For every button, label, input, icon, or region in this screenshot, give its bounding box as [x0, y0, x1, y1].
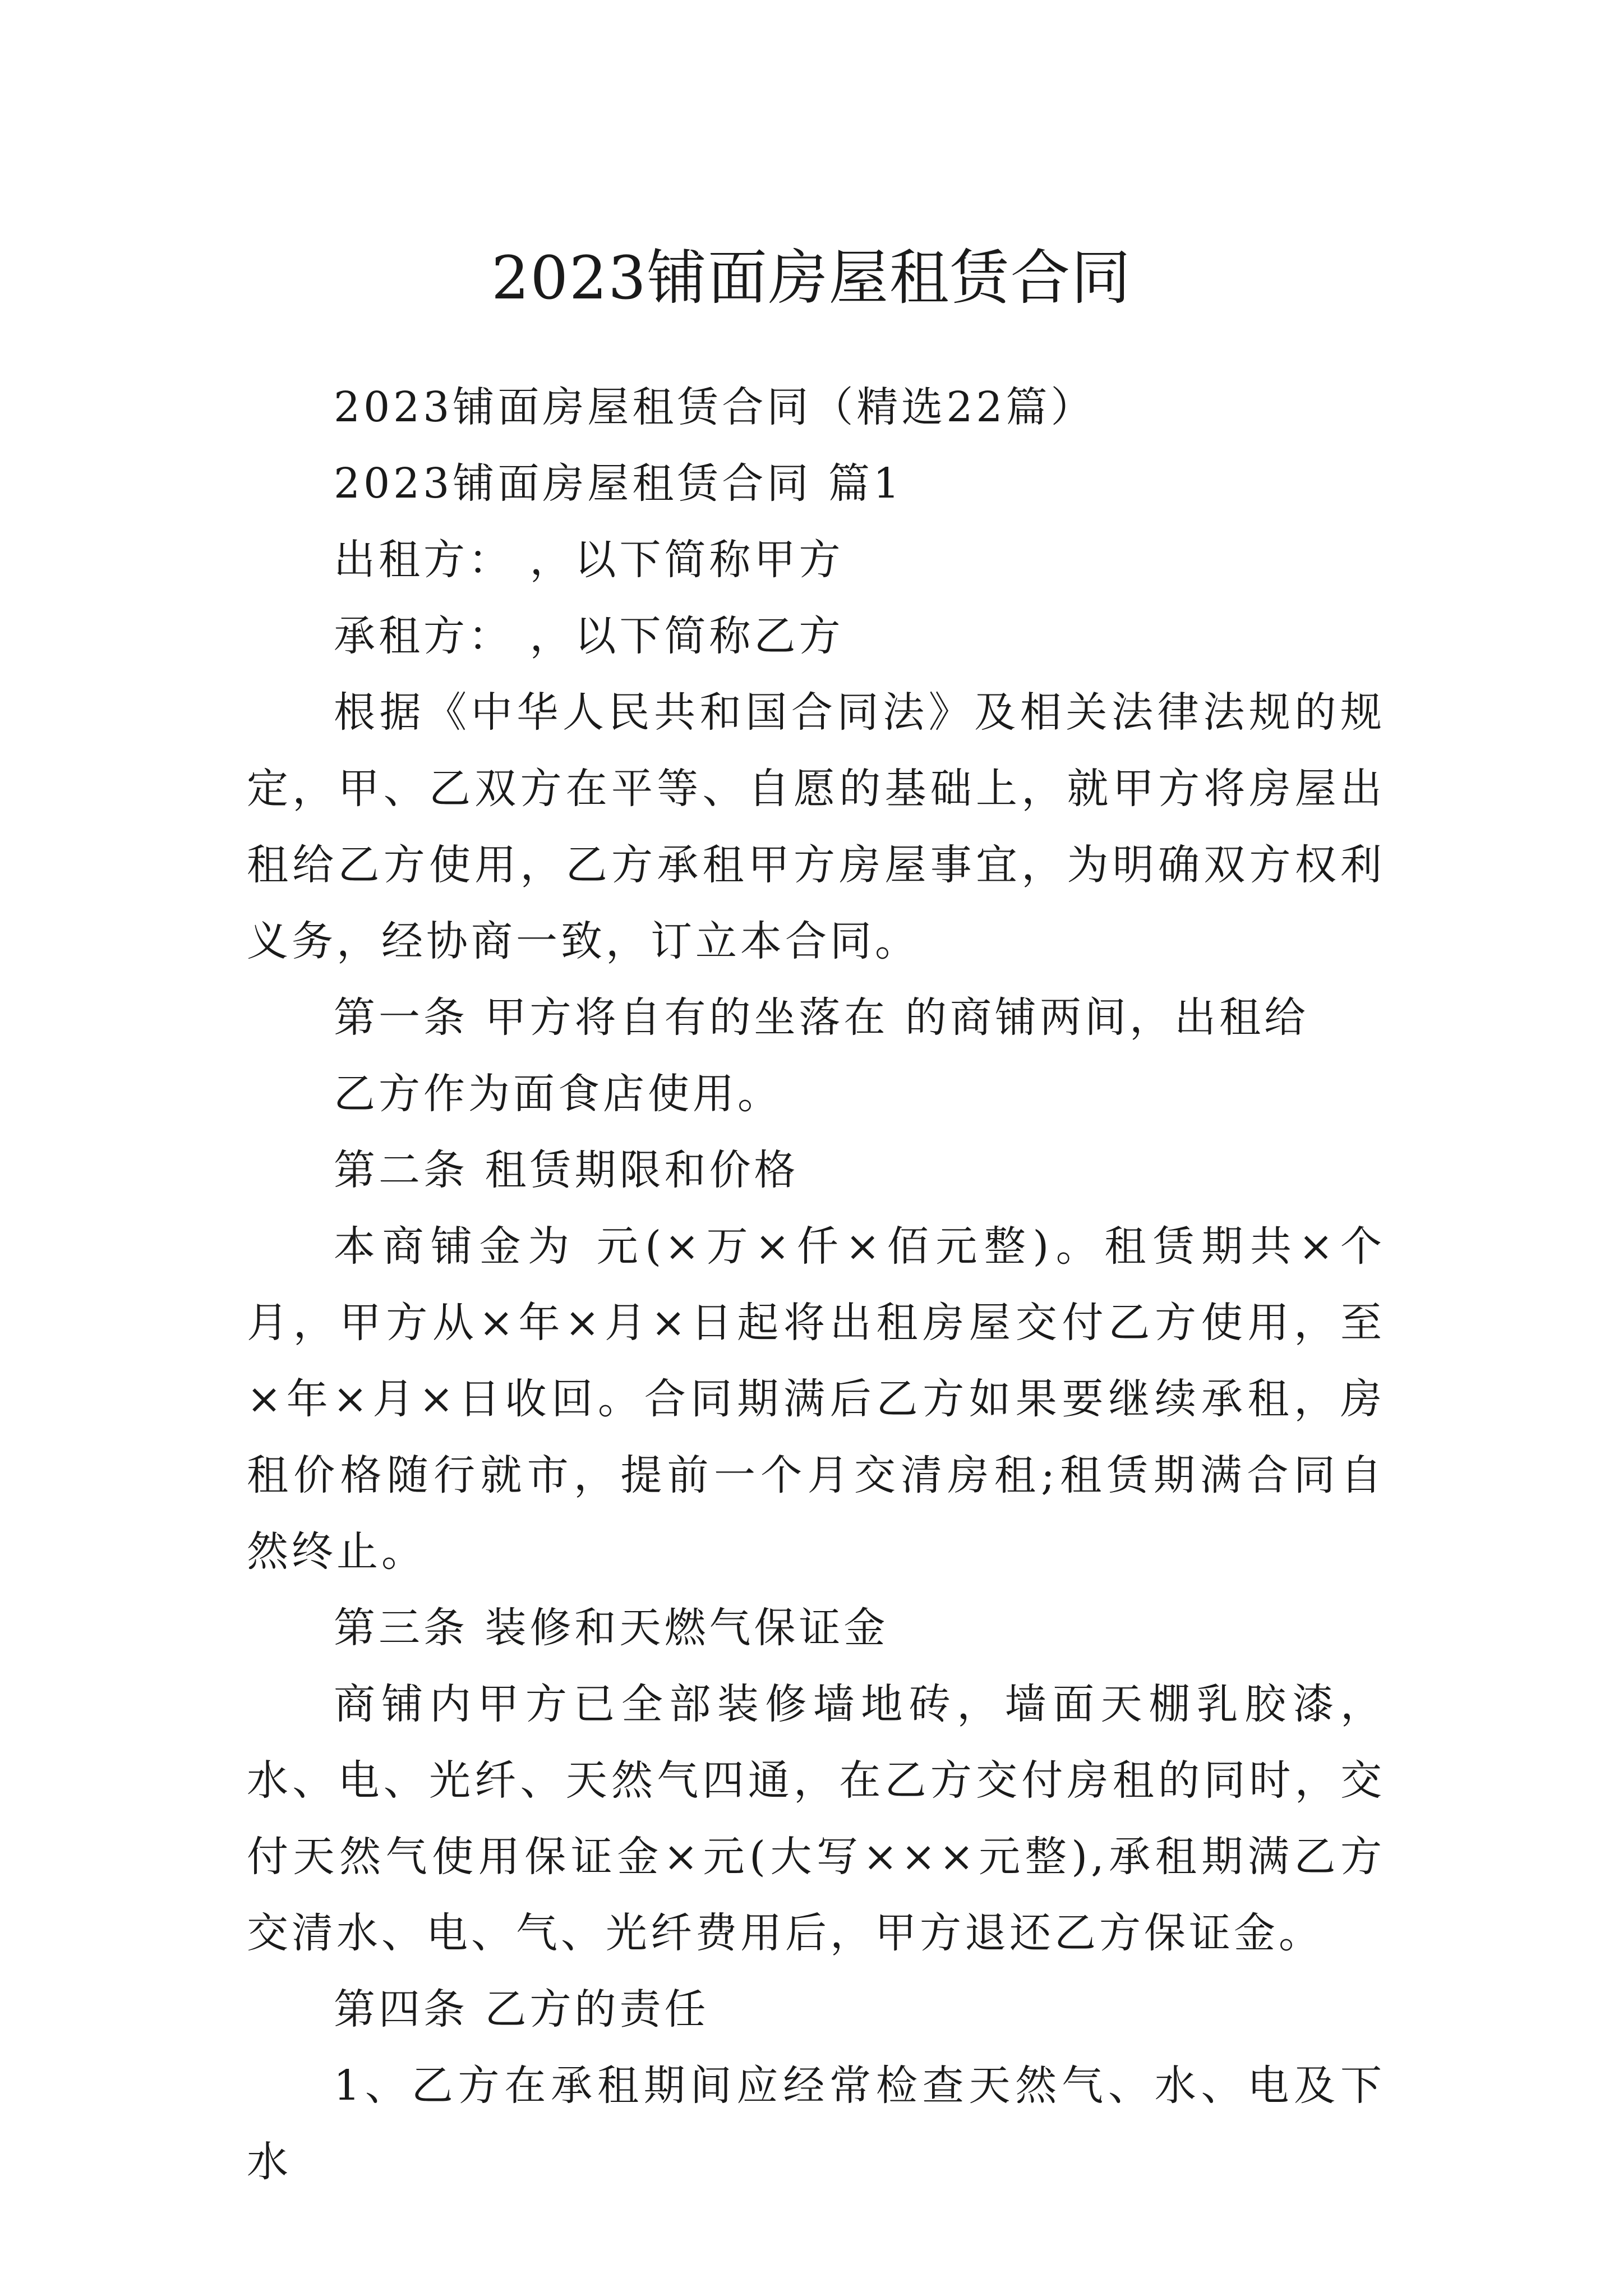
- paragraph-article-2-body: 本商铺金为 元(×万×仟×佰元整)。租赁期共×个月，甲方从×年×月×日起将出租房屋交付乙方使用，至×年×月×日收回。合同期满后乙方如果要继续承租，房租价格随行就市，提前一个月交清房租;租赁期满合同自然终止。: [247, 1222, 1385, 1576]
- paragraph-article-3-heading: 第三条 装修和天燃气保证金: [334, 1604, 889, 1652]
- paragraph-preamble: 根据《中华人民共和国合同法》及相关法律法规的规定，甲、乙双方在平等、自愿的基础上，就甲方将房屋出租给乙方使用，乙方承租甲方房屋事宜，为明确双方权利义务，经协商一致，订立本合同。: [247, 688, 1385, 965]
- paragraph-article-1-cont: 乙方作为面食店使用。: [334, 1070, 782, 1118]
- paragraph-article-4-heading: 第四条 乙方的责任: [334, 1985, 709, 2033]
- paragraph-section-heading: 2023铺面房屋租赁合同 篇1: [334, 459, 903, 508]
- paragraph-subtitle: 2023铺面房屋租赁合同（精选22篇）: [334, 383, 1096, 431]
- paragraph-article-3-body: 商铺内甲方已全部装修墙地砖，墙面天棚乳胶漆，水、电、光纤、天然气四通，在乙方交付房租的同时，交付天然气使用保证金×元(大写×××元整),承租期满乙方交清水、电、气、光纤费用后，甲方退还乙方保证金。: [247, 1680, 1385, 1957]
- paragraph-article-1: 第一条 甲方将自有的坐落在 的商铺两间，出租给: [334, 993, 1310, 1042]
- paragraph-lessee: 承租方： ，以下简称乙方: [334, 612, 844, 660]
- paragraph-lessor: 出租方： ，以下简称甲方: [334, 536, 844, 584]
- document-body: [247, 369, 1385, 2200]
- document-title: 2023铺面房屋租赁合同: [491, 243, 1132, 313]
- paragraph-article-2-heading: 第二条 租赁期限和价格: [334, 1146, 799, 1194]
- paragraph-article-4-item-1: 1、乙方在承租期间应经常检查天然气、水、电及下水: [247, 2062, 1385, 2186]
